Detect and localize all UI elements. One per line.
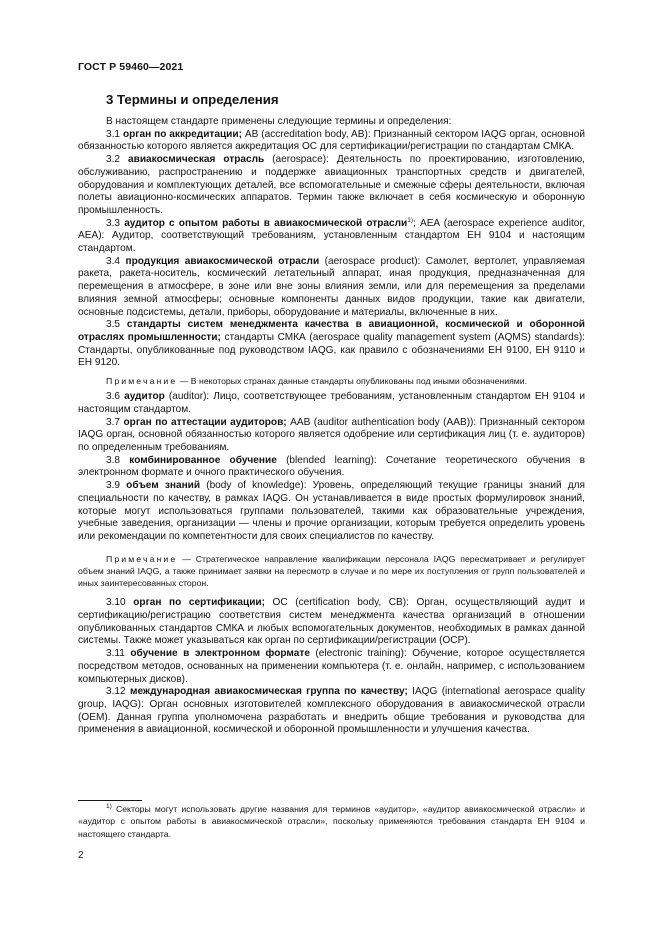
term-3-2 <box>78 154 585 218</box>
term-definition: AAB (auditor authentication body (AAB)): Признанный сектором IAQG орган, основной обязанностью которого является одобрение или сертификация лиц (т. е. аудиторов) по определенным требованиям. <box>78 416 585 454</box>
term-definition: (body of knowledge): Уровень, определяющий текущие границы знаний для специальности по качеству, в рамках IAQG. Он устанавливается в виде простых формулировок знаний, которые могут использоваться группами пользователей, такими как образовательные учреждения, учебные заведения, организации — члены и прочие организации, которым требуется определить уровень или рекомендации по компетентности для своих специалистов по качеству. <box>78 480 585 542</box>
term-name: обучение в электронном формате <box>130 648 310 660</box>
note-2 <box>78 553 585 590</box>
term-number: 3.1 <box>106 128 121 140</box>
term-3-8 <box>78 455 585 480</box>
footnote-text: Секторы могут использовать другие названия для терминов «аудитор», «аудитор авиакосмической отрасли» и «аудитор с опытом работы в авиакосмической отрасли», поскольку применяются требования стандарта ЕН 9104 и настоящего стандарта. <box>78 804 585 839</box>
footnote <box>78 803 585 840</box>
term-name: аудитор с опытом работы в авиакосмической отрасли <box>124 217 408 229</box>
term-definition: ОС (certification body, CB): Орган, осуществляющий аудит и сертификацию/регистрацию соответствия систем менеджмента качества организаций в отношении опубликованных стандартов СМКА и любых вспомогательных документов, необходимых в рамках данной системы. Также может указываться как орган по сертификации/регистрации (OCP). <box>78 597 585 647</box>
note-1 <box>78 375 585 387</box>
term-number: 3.6 <box>106 391 121 403</box>
term-definition: (electronic training): Обучение, которое осуществляется посредством методов, основанных на применении компьютера (т. е. онлайн, например, с использованием компьютерных дисков). <box>78 648 585 685</box>
term-definition: стандарты СМКА (aerospace quality management system (AQMS) standards): Стандарты, опубликованные под руководством IAQG, как правило с обозначениями ЕН 9100, ЕН 9110 и ЕН 9120. <box>78 331 585 369</box>
term-name: продукция авиакосмической отрасли <box>125 255 320 267</box>
section-body <box>78 116 585 737</box>
term-name: аудитор <box>124 391 165 403</box>
term-3-6 <box>78 391 585 416</box>
term-name: объем знаний <box>126 480 201 492</box>
term-name: орган по аккредитации; <box>122 128 242 140</box>
term-number: 3.4 <box>106 255 121 267</box>
term-number: 3.9 <box>106 480 121 492</box>
term-number: 3.12 <box>106 686 126 698</box>
note-label: Примечание <box>106 376 178 387</box>
note-text: — Стратегическое направление квалификации персонала IAQG пересматривает и регулирует объем знаний IAQG, а также принимает заявки на пересмотр в случае и по мере их поступления от групп пользователей и иных заинтересованных сторон. <box>78 553 585 589</box>
term-3-9 <box>78 480 585 544</box>
term-definition: (aerospace product): Самолет, вертолет, управляемая ракета, ракета-носитель, космический летательный аппарат, иная продукция, предназначенная для перемещения в атмосфере, в зоне или вне зоны влияния земли, или для перемещения за пределами влияния земной атмосферы; основные компоненты данных видов продукции, такие как двигатели, основные подсистемы, детали, приборы, оборудование и материалы, включенные в них. <box>78 255 585 318</box>
term-3-12 <box>78 686 585 737</box>
term-3-1 <box>78 129 585 154</box>
term-3-10 <box>78 597 585 648</box>
term-3-4 <box>78 256 585 320</box>
footnote-mark: 1) <box>106 803 112 810</box>
term-name: орган по сертификации; <box>133 597 265 609</box>
term-name: орган по аттестации аудиторов; <box>123 416 287 428</box>
note-text: — В некоторых странах данные стандарты опубликованы под иными обозначениями. <box>177 376 528 387</box>
term-number: 3.2 <box>106 154 121 166</box>
intro-paragraph: В настоящем стандарте применены следующие термины и определения: <box>106 116 452 127</box>
term-number: 3.8 <box>106 454 121 466</box>
term-number: 3.7 <box>106 416 121 428</box>
section-title: 3 Термины и определения <box>106 92 279 107</box>
term-definition: (aerospace): Деятельность по проектированию, изготовлению, обслуживанию, распространению и поддержке авиационных транспортных средств и двигателей, оборудования и комплектующих деталей, все вспомогательные и смежные сферы деятельности, включая полеты авиационно-космических аппаратов. Термин также включает в себя космическую и оборонную промышленность. <box>78 154 585 216</box>
term-definition: ; AEA (aerospace experience auditor, AEA): Аудитор, соответствующий требованиям, установленным стандартом ЕН 9104 и настоящим стандартом. <box>78 217 585 255</box>
page-number: 2 <box>78 850 84 861</box>
term-name: международная авиакосмическая группа по качеству; <box>129 686 408 698</box>
term-definition: AB (accreditation body, AB): Признанный сектором IAQG орган, основной обязанностью которого является аккредитация ОС для сертификации/регистрации по стандартам СМКА. <box>78 128 585 153</box>
term-definition: IAQG (international aerospace quality group, IAQG): Орган основных изготовителей комплексного оборудования в авиакосмической отрасли (OEM). Данная группа уполномочена разработать и внедрить общие требования и руководства для применения в авиационной, космической и оборонной промышленности и улучшения качества. <box>78 686 585 736</box>
term-3-5 <box>78 319 585 370</box>
term-3-7 <box>78 417 585 455</box>
term-definition: (auditor): Лицо, соответствующее требованиям, установленным стандартом ЕН 9104 и настоящим стандартом. <box>78 391 585 415</box>
term-name: стандарты систем менеджмента качества в авиационной, космической и оборонной отраслях промышленности; <box>78 319 585 343</box>
term-name: комбинированное обучение <box>129 454 277 466</box>
footnote-separator <box>78 800 142 801</box>
document-header: ГОСТ Р 59460—2021 <box>78 61 184 73</box>
term-number: 3.11 <box>106 648 125 660</box>
term-number: 3.10 <box>106 597 126 609</box>
term-number: 3.3 <box>106 217 121 229</box>
term-3-3 <box>78 218 585 256</box>
footnote-ref: 1) <box>407 216 414 224</box>
term-definition: (blended learning): Сочетание теоретического обучения в электронном формате и очного практического обучения. <box>78 454 585 479</box>
term-number: 3.5 <box>106 319 121 331</box>
term-3-11 <box>78 648 585 686</box>
note-label: Примечание <box>106 553 178 564</box>
term-name: авиакосмическая отрасль <box>128 154 265 166</box>
